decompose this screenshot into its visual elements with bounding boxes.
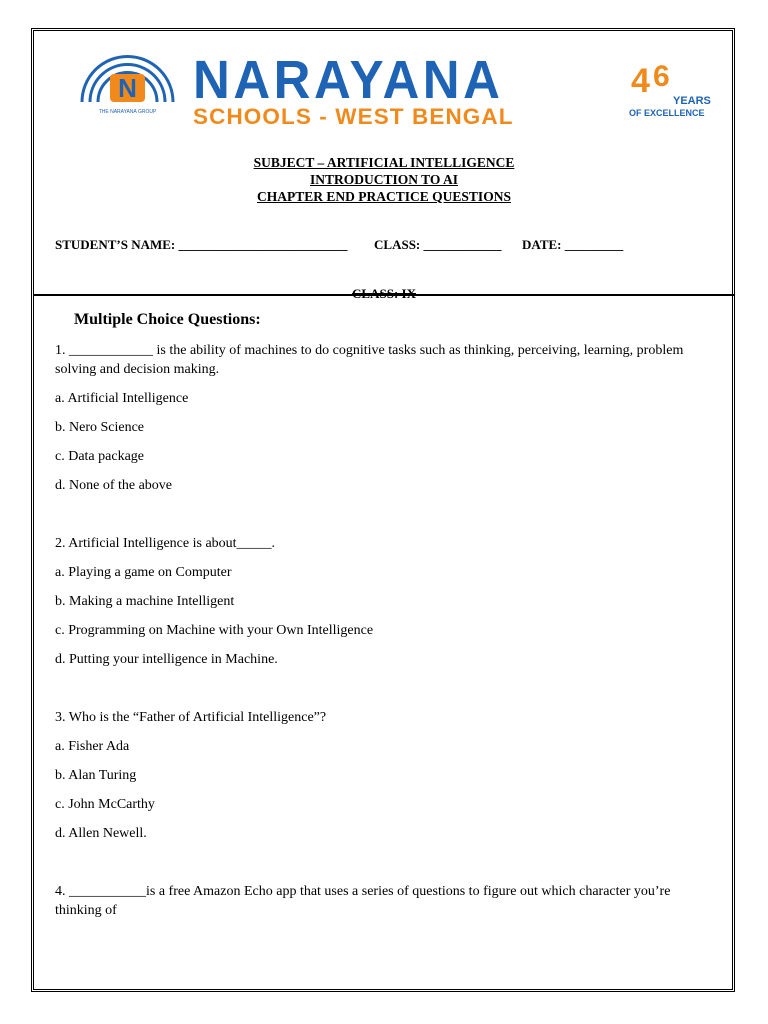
option-item: b. Alan Turing	[55, 768, 137, 783]
option-item: c. Data package	[55, 449, 144, 464]
option-item: a. Playing a game on Computer	[55, 565, 232, 580]
option-item: b. Nero Science	[55, 420, 145, 435]
narayana-emblem-logo	[70, 56, 185, 118]
student-info-row	[55, 237, 623, 253]
worksheet-heading: CHAPTER END PRACTICE QUESTIONS	[257, 189, 511, 204]
divider-line	[34, 294, 734, 296]
anniversary-badge-logo	[625, 58, 711, 120]
option-item: a. Artificial Intelligence	[55, 391, 189, 406]
question-text: 1. ____________ is the ability of machines to do cognitive tasks such as thinking, perceiving, learning, problem solving and decision making.	[55, 343, 684, 377]
option-item: b. Making a machine Intelligent	[55, 594, 235, 609]
question-text: 3. Who is the “Father of Artificial Intelligence”?	[55, 710, 327, 725]
svg-text:YEARS: YEARS	[673, 95, 711, 107]
subject-heading: SUBJECT – ARTIFICIAL INTELLIGENCE	[253, 155, 515, 170]
svg-text:N: N	[118, 73, 137, 103]
student-name-field[interactable]: STUDENT’S NAME: __________________________	[55, 237, 348, 252]
svg-text:OF EXCELLENCE: OF EXCELLENCE	[629, 108, 705, 118]
option-item: d. None of the above	[55, 478, 173, 493]
section-title: Multiple Choice Questions:	[74, 311, 261, 328]
svg-text:THE NARAYANA GROUP: THE NARAYANA GROUP	[98, 109, 157, 115]
brand-name: NARAYANA	[193, 49, 504, 110]
topic-heading: INTRODUCTION TO AI	[309, 172, 459, 187]
class-field[interactable]: CLASS: ____________	[374, 237, 502, 252]
svg-text:6: 6	[653, 60, 670, 93]
option-item: c. John McCarthy	[55, 797, 155, 812]
brand-block	[193, 49, 613, 129]
date-field[interactable]: DATE: _________	[522, 237, 624, 252]
question-text: 2. Artificial Intelligence is about_____.	[55, 536, 276, 551]
svg-text:4: 4	[631, 62, 650, 100]
option-item: d. Putting your intelligence in Machine.	[55, 652, 278, 667]
option-item: c. Programming on Machine with your Own Intelligence	[55, 623, 374, 638]
option-item: d. Allen Newell.	[55, 826, 147, 841]
option-item: a. Fisher Ada	[55, 739, 130, 754]
brand-subtitle: SCHOOLS - WEST BENGAL	[193, 104, 514, 129]
question-text: 4. ___________is a free Amazon Echo app that uses a series of questions to figure out which character you’re thinking of	[55, 884, 671, 918]
